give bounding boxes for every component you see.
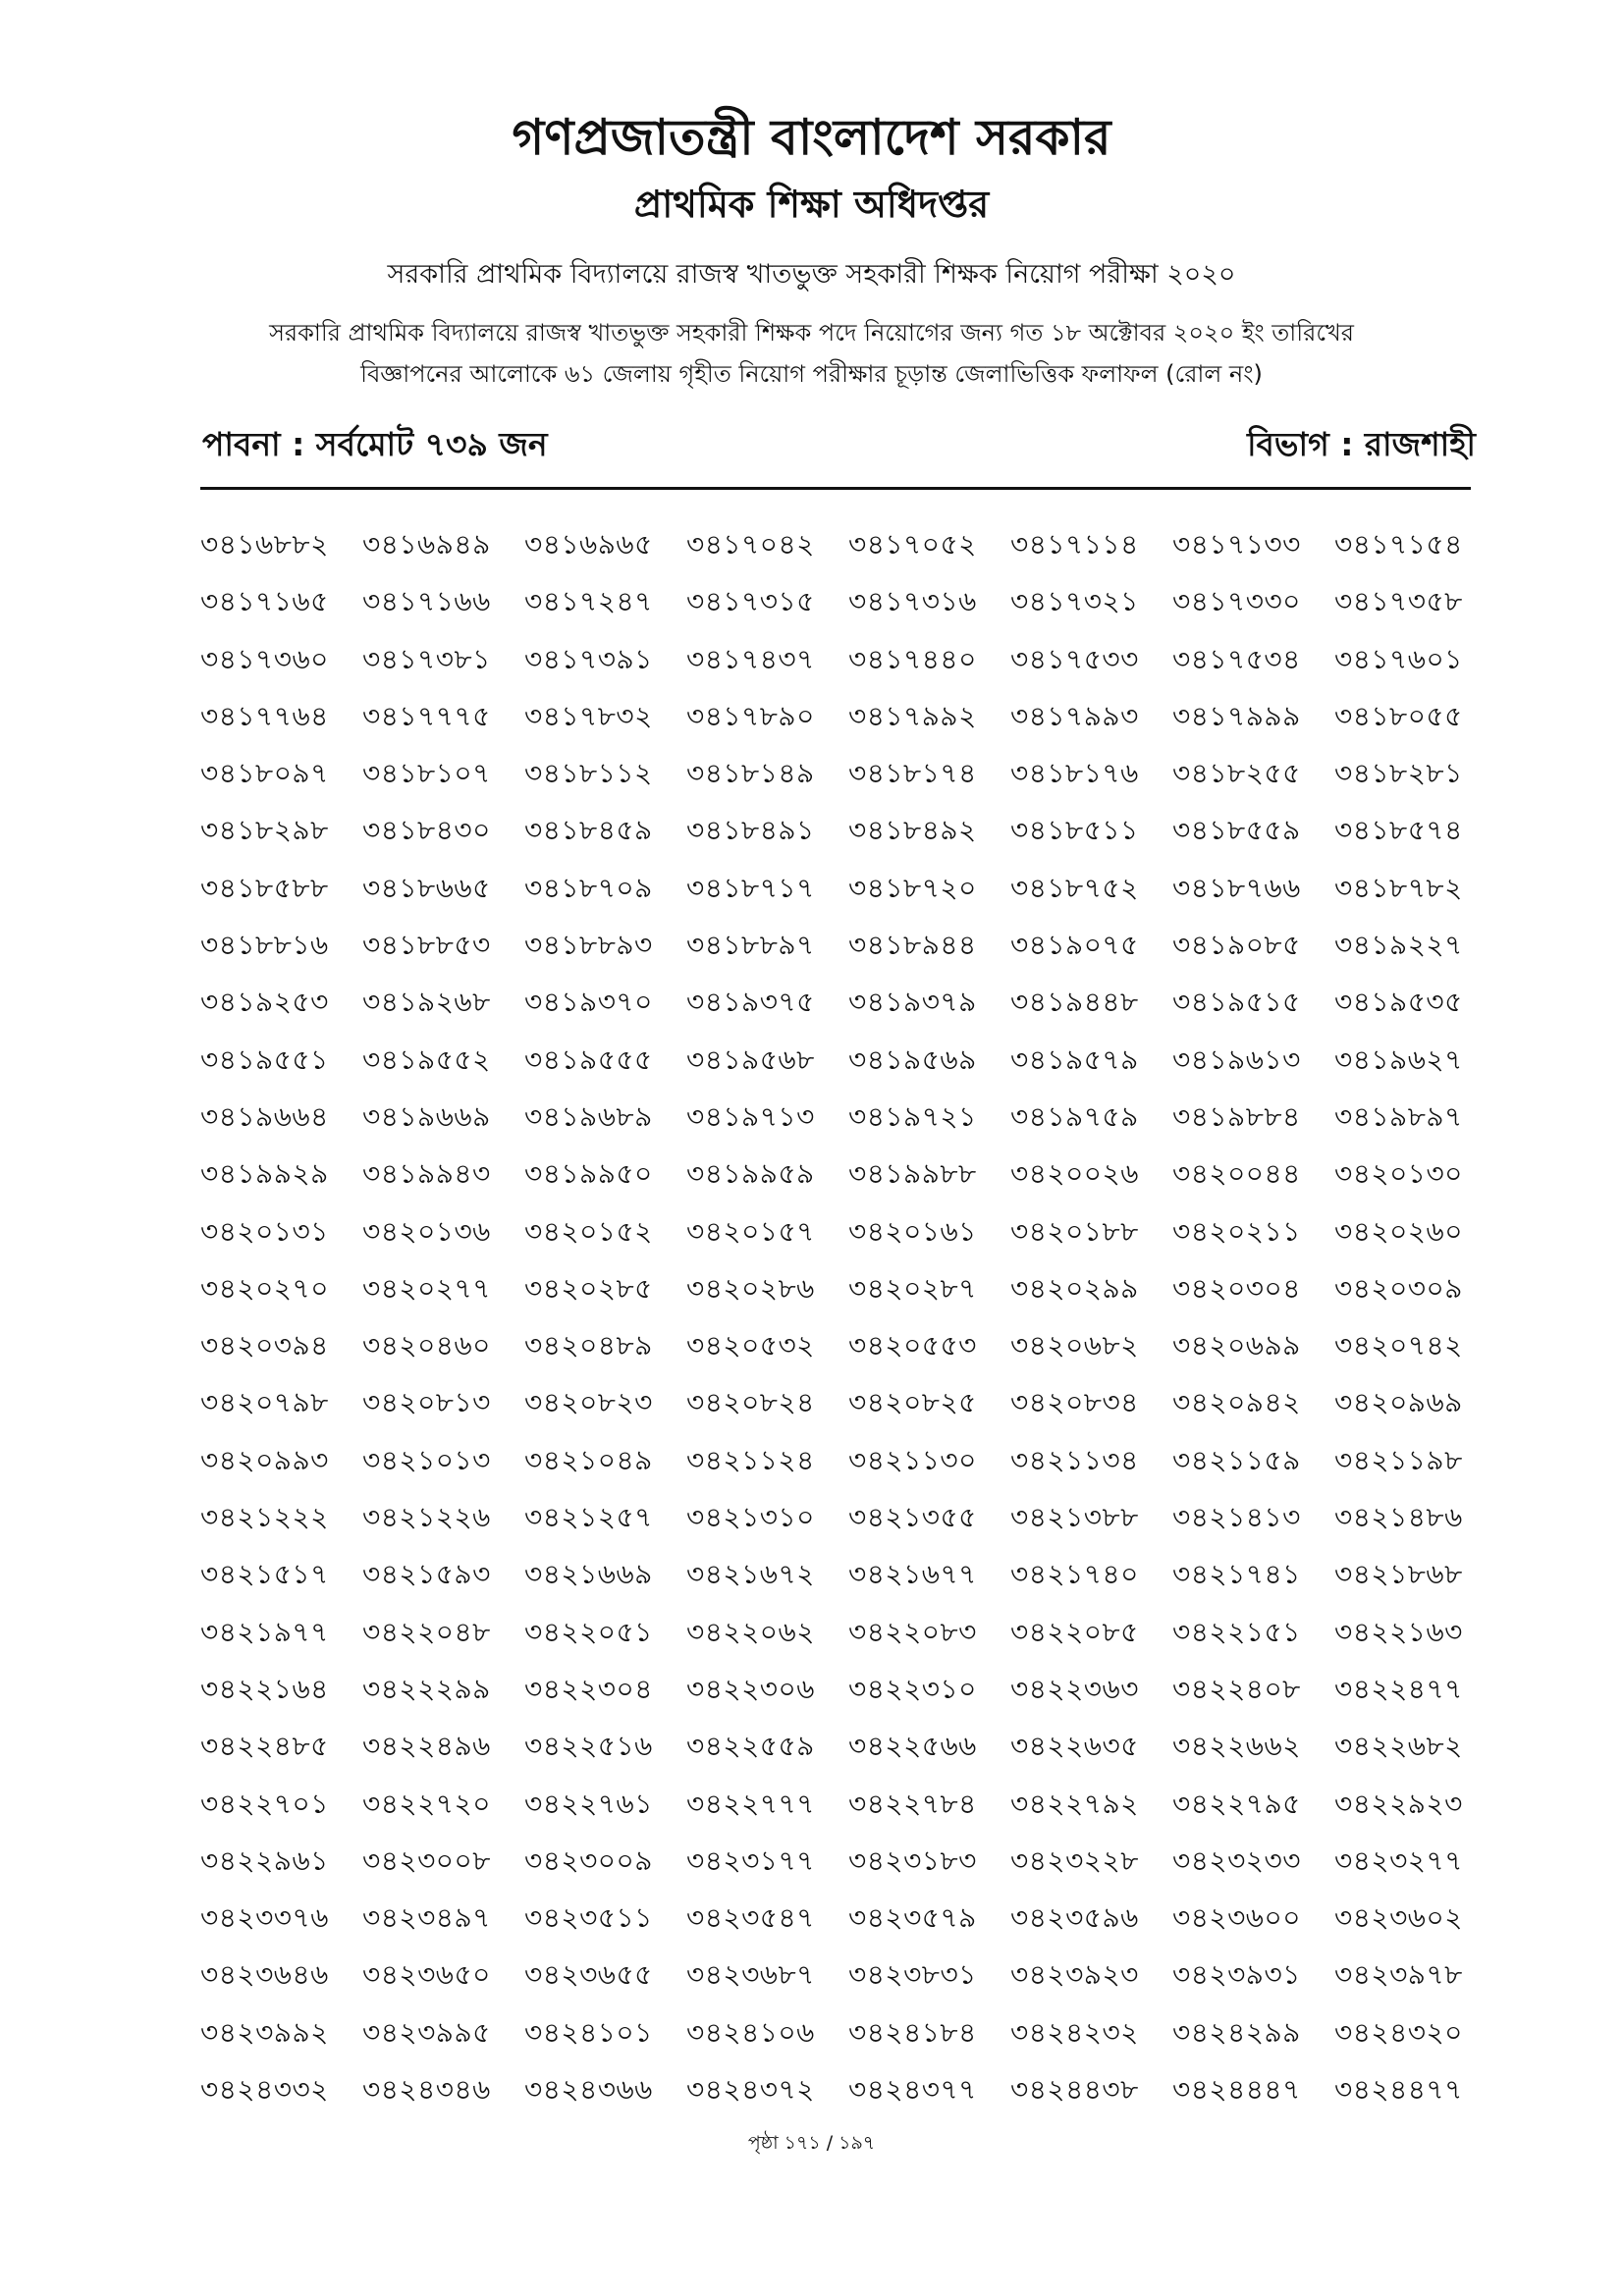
roll-number: ৩৪১৮১৭৪ (848, 757, 977, 790)
roll-number: ৩৪২০৩০৯ (1334, 1271, 1463, 1305)
roll-number: ৩৪১৭৩১৫ (686, 585, 815, 618)
roll-number: ৩৪২৩১৮৩ (848, 1843, 977, 1877)
roll-number: ৩৪২২৩০৬ (686, 1672, 815, 1705)
roll-number: ৩৪১৯৯৫৯ (686, 1157, 815, 1191)
roll-number: ৩৪২০২৮৫ (524, 1271, 653, 1305)
roll-number: ৩৪১৮১১২ (524, 757, 653, 790)
roll-number: ৩৪১৯৭৫৯ (1010, 1099, 1139, 1133)
roll-number: ৩৪২২৭৮৪ (848, 1787, 977, 1820)
roll-number: ৩৪২০৪৬০ (362, 1329, 491, 1362)
roll-number: ৩৪১৯৯২৯ (200, 1157, 329, 1191)
roll-number: ৩৪১৮৭০৯ (524, 871, 653, 904)
roll-number: ৩৪২৩৯৩১ (1172, 1958, 1301, 1992)
roll-number: ৩৪২৩০০৮ (362, 1843, 491, 1877)
roll-number: ৩৪২৩৬৮৭ (686, 1958, 815, 1992)
roll-number: ৩৪২৩৬৫৫ (524, 1958, 653, 1992)
roll-number: ৩৪১৭৩৮১ (362, 642, 491, 675)
roll-number: ৩৪১৮৪৯১ (686, 814, 815, 847)
roll-number: ৩৪২০০৪৪ (1172, 1157, 1301, 1191)
roll-number: ৩৪২০২১১ (1172, 1214, 1301, 1248)
roll-number: ৩৪২১১৩৪ (1010, 1443, 1139, 1476)
roll-number: ৩৪২১১৯৮ (1334, 1443, 1463, 1476)
roll-number: ৩৪২১৭৪১ (1172, 1558, 1301, 1591)
roll-number: ৩৪২২১৬৩ (1334, 1615, 1463, 1648)
roll-number: ৩৪২১৬৭২ (686, 1558, 815, 1591)
roll-number: ৩৪২২৭৬১ (524, 1787, 653, 1820)
roll-number: ৩৪১৮৭৫২ (1010, 871, 1139, 904)
roll-number: ৩৪১৬৯৪৯ (362, 528, 491, 561)
roll-number: ৩৪২৩৮৩১ (848, 1958, 977, 1992)
roll-number: ৩৪২১২২৬ (362, 1501, 491, 1534)
district-total: পাবনা : সর্বমোট ৭৩৯ জন (202, 425, 548, 463)
roll-number: ৩৪২৩২২৮ (1010, 1843, 1139, 1877)
roll-number: ৩৪২০৯৪২ (1172, 1386, 1301, 1419)
roll-number: ৩৪১৯৬৬৯ (362, 1099, 491, 1133)
roll-number: ৩৪২২৭৯২ (1010, 1787, 1139, 1820)
roll-number: ৩৪১৯২২৭ (1334, 929, 1463, 962)
roll-number: ৩৪১৯২৫৩ (200, 986, 329, 1019)
roll-number: ৩৪২২৩৬৩ (1010, 1672, 1139, 1705)
roll-number: ৩৪১৯৯৫০ (524, 1157, 653, 1191)
notice-line-1: সরকারি প্রাথমিক বিদ্যালয়ে রাজস্ব খাতভুক্ত সহকারী শিক্ষক পদে নিয়োগের জন্য গত ১৮ অক্টোবর ২০২০ ইং তারিখের (269, 319, 1354, 347)
roll-number: ৩৪২২৫৬৬ (848, 1730, 977, 1763)
roll-number: ৩৪২৪৪৪৭ (1172, 2073, 1301, 2107)
roll-number: ৩৪২০২৭৭ (362, 1271, 491, 1305)
roll-number: ৩৪১৮৮৯৭ (686, 929, 815, 962)
roll-number: ৩৪২৩৪৯৭ (362, 1901, 491, 1935)
roll-number: ৩৪১৭৭৭৫ (362, 699, 491, 732)
roll-number: ৩৪২৩১৭৭ (686, 1843, 815, 1877)
roll-number: ৩৪১৯০৭৫ (1010, 929, 1139, 962)
roll-number: ৩৪১৮০৯৭ (200, 757, 329, 790)
roll-number: ৩৪২০৩৯৪ (200, 1329, 329, 1362)
notice-line-2: বিজ্ঞাপনের আলোকে ৬১ জেলায় গৃহীত নিয়োগ পরীক্ষার চূড়ান্ত জেলাভিত্তিক ফলাফল (রোল নং) (360, 360, 1263, 388)
roll-number: ৩৪২১২২২ (200, 1501, 329, 1534)
roll-number: ৩৪২০২৬০ (1334, 1214, 1463, 1248)
roll-number: ৩৪১৯৫১৫ (1172, 986, 1301, 1019)
roll-number: ৩৪১৯২৬৮ (362, 986, 491, 1019)
roll-number: ৩৪২২৬৬২ (1172, 1730, 1301, 1763)
roll-number: ৩৪২১৭৪০ (1010, 1558, 1139, 1591)
roll-number: ৩৪২২০৫১ (524, 1615, 653, 1648)
roll-number: ৩৪১৯৯৮৮ (848, 1157, 977, 1191)
roll-number: ৩৪২৪২৩২ (1010, 2015, 1139, 2049)
roll-number: ৩৪২২৪৯৬ (362, 1730, 491, 1763)
roll-number: ৩৪২০৮২৫ (848, 1386, 977, 1419)
roll-number: ৩৪২২০৪৮ (362, 1615, 491, 1648)
roll-number: ৩৪১৭৯৯৯ (1172, 699, 1301, 732)
roll-number: ৩৪১৯৮৮৪ (1172, 1099, 1301, 1133)
roll-number: ৩৪২১৩৮৮ (1010, 1501, 1139, 1534)
roll-number: ৩৪১৬৯৬৫ (524, 528, 653, 561)
roll-number: ৩৪২০৩০৪ (1172, 1271, 1301, 1305)
roll-number: ৩৪১৮৮৫৩ (362, 929, 491, 962)
roll-number: ৩৪১৮১০৭ (362, 757, 491, 790)
roll-number: ৩৪২১০১৩ (362, 1443, 491, 1476)
roll-number: ৩৪২২২৯৯ (362, 1672, 491, 1705)
roll-number: ৩৪২৩৯২৩ (1010, 1958, 1139, 1992)
roll-number: ৩৪২৪১০৬ (686, 2015, 815, 2049)
roll-number: ৩৪১৮৫১১ (1010, 814, 1139, 847)
roll-number: ৩৪১৮৯৪৪ (848, 929, 977, 962)
roll-number: ৩৪১৯৮৯৭ (1334, 1099, 1463, 1133)
roll-number: ৩৪২০৭৪২ (1334, 1329, 1463, 1362)
roll-number: ৩৪২১৬৭৭ (848, 1558, 977, 1591)
roll-number: ৩৪২০২৭০ (200, 1271, 329, 1305)
roll-number: ৩৪২২৪০৮ (1172, 1672, 1301, 1705)
roll-number: ৩৪১৯৫৩৫ (1334, 986, 1463, 1019)
roll-number: ৩৪১৮৪৩০ (362, 814, 491, 847)
roll-number: ৩৪১৭১৫৪ (1334, 528, 1463, 561)
roll-number: ৩৪২০১৮৮ (1010, 1214, 1139, 1248)
roll-number: ৩৪১৯৬২৭ (1334, 1042, 1463, 1076)
roll-number: ৩৪১৮৭১৭ (686, 871, 815, 904)
roll-number: ৩৪২১১৫৯ (1172, 1443, 1301, 1476)
document-title: গণপ্রজাতন্ত্রী বাংলাদেশ সরকার (512, 109, 1111, 166)
roll-number: ৩৪২০৯৬৯ (1334, 1386, 1463, 1419)
roll-number: ৩৪২০৮২৩ (524, 1386, 653, 1419)
roll-number: ৩৪২০৬৮২ (1010, 1329, 1139, 1362)
roll-number: ৩৪১৮২৯৮ (200, 814, 329, 847)
roll-number: ৩৪১৭৬০১ (1334, 642, 1463, 675)
roll-number: ৩৪২৩৫৪৭ (686, 1901, 815, 1935)
roll-number: ৩৪১৮৮১৬ (200, 929, 329, 962)
roll-number: ৩৪১৯৫৬৮ (686, 1042, 815, 1076)
roll-number: ৩৪২০৫৩২ (686, 1329, 815, 1362)
roll-number: ৩৪১৭৫৩৩ (1010, 642, 1139, 675)
roll-number: ৩৪২০৫৫৩ (848, 1329, 977, 1362)
roll-number: ৩৪২২৬৩৫ (1010, 1730, 1139, 1763)
roll-number: ৩৪২৩৩৭৬ (200, 1901, 329, 1935)
roll-number: ৩৪২৪৩৭২ (686, 2073, 815, 2107)
roll-number: ৩৪২৪৩৭৭ (848, 2073, 977, 2107)
roll-number: ৩৪২৪৩৬৬ (524, 2073, 653, 2107)
roll-number: ৩৪২২০৮৩ (848, 1615, 977, 1648)
roll-number: ৩৪২৪৪৭৭ (1334, 2073, 1463, 2107)
roll-number: ৩৪২৩০০৯ (524, 1843, 653, 1877)
roll-number: ৩৪২৩৯৭৮ (1334, 1958, 1463, 1992)
roll-number: ৩৪১৭৮৩২ (524, 699, 653, 732)
roll-number: ৩৪২০৪৮৯ (524, 1329, 653, 1362)
roll-number: ৩৪২৪৪৩৮ (1010, 2073, 1139, 2107)
roll-number: ৩৪১৭৩৯১ (524, 642, 653, 675)
roll-number: ৩৪১৭১৬৬ (362, 585, 491, 618)
roll-number: ৩৪২৩৬০০ (1172, 1901, 1301, 1935)
roll-number: ৩৪১৮২৫৫ (1172, 757, 1301, 790)
roll-number: ৩৪১৮৪৯২ (848, 814, 977, 847)
roll-number: ৩৪২৩৯৯৫ (362, 2015, 491, 2049)
roll-number: ৩৪২৩৯৯২ (200, 2015, 329, 2049)
roll-number: ৩৪২১৩১০ (686, 1501, 815, 1534)
roll-number: ৩৪২২৪৮৫ (200, 1730, 329, 1763)
roll-number: ৩৪১৯৫৫৫ (524, 1042, 653, 1076)
roll-number: ৩৪১৬৮৮২ (200, 528, 329, 561)
roll-number: ৩৪২১৩৫৫ (848, 1501, 977, 1534)
roll-number: ৩৪১৭৭৬৪ (200, 699, 329, 732)
roll-number: ৩৪২১৮৬৮ (1334, 1558, 1463, 1591)
roll-number: ৩৪২০২৯৯ (1010, 1271, 1139, 1305)
roll-number: ৩৪২২৫১৬ (524, 1730, 653, 1763)
roll-number: ৩৪১৯৫৬৯ (848, 1042, 977, 1076)
roll-number: ৩৪১৯৫৫১ (200, 1042, 329, 1076)
roll-number: ৩৪১৯৩৭৫ (686, 986, 815, 1019)
roll-number: ৩৪১৭৫৩৪ (1172, 642, 1301, 675)
roll-number: ৩৪২৩২৭৭ (1334, 1843, 1463, 1877)
roll-number: ৩৪১৭৩৫৮ (1334, 585, 1463, 618)
roll-number: ৩৪২০৮২৪ (686, 1386, 815, 1419)
roll-number: ৩৪২০১৫২ (524, 1214, 653, 1248)
roll-number: ৩৪২২৬৮২ (1334, 1730, 1463, 1763)
roll-number: ৩৪১৯৩৭০ (524, 986, 653, 1019)
roll-number: ৩৪২০৮৩৪ (1010, 1386, 1139, 1419)
roll-number: ৩৪১৮৫৫৯ (1172, 814, 1301, 847)
roll-number: ৩৪১৯৫৭৯ (1010, 1042, 1139, 1076)
division-label: বিভাগ : রাজশাহী (1247, 425, 1476, 463)
result-notice (147, 312, 1476, 395)
roll-number: ৩৪১৭৩২১ (1010, 585, 1139, 618)
roll-number: ৩৪২১২৫৭ (524, 1501, 653, 1534)
roll-number: ৩৪২১১২৪ (686, 1443, 815, 1476)
roll-number: ৩৪২১৪৮৬ (1334, 1501, 1463, 1534)
roll-number: ৩৪২০১৩০ (1334, 1157, 1463, 1191)
roll-number: ৩৪২৩৫১১ (524, 1901, 653, 1935)
roll-number: ৩৪২৪২৯৯ (1172, 2015, 1301, 2049)
roll-number: ৩৪২৪১৮৪ (848, 2015, 977, 2049)
roll-number: ৩৪২৪৩৪৬ (362, 2073, 491, 2107)
roll-number: ৩৪১৮১৪৯ (686, 757, 815, 790)
roll-number: ৩৪১৭৪৩৭ (686, 642, 815, 675)
roll-number: ৩৪১৭৩৩০ (1172, 585, 1301, 618)
roll-number: ৩৪১৭৯৯২ (848, 699, 977, 732)
roll-number: ৩৪২২৪৭৭ (1334, 1672, 1463, 1705)
header-divider (200, 487, 1471, 490)
roll-number: ৩৪১৭৩৬০ (200, 642, 329, 675)
roll-number: ৩৪১৭২৪৭ (524, 585, 653, 618)
roll-number: ৩৪২১৫৯৩ (362, 1558, 491, 1591)
roll-number: ৩৪২২৫৫৯ (686, 1730, 815, 1763)
roll-number: ৩৪২০১৩১ (200, 1214, 329, 1248)
roll-number: ৩৪২০১৩৬ (362, 1214, 491, 1248)
roll-number: ৩৪২২৭২০ (362, 1787, 491, 1820)
roll-number: ৩৪১৯০৮৫ (1172, 929, 1301, 962)
roll-number: ৩৪২৩৬৫০ (362, 1958, 491, 1992)
roll-number: ৩৪২১৯৭৭ (200, 1615, 329, 1648)
roll-number: ৩৪২৪৩৩২ (200, 2073, 329, 2107)
roll-number: ৩৪২৪১০১ (524, 2015, 653, 2049)
roll-number: ৩৪১৯৬৬৪ (200, 1099, 329, 1133)
roll-number: ৩৪২১১৩০ (848, 1443, 977, 1476)
roll-number: ৩৪১৮৫৭৪ (1334, 814, 1463, 847)
roll-number: ৩৪২১০৪৯ (524, 1443, 653, 1476)
roll-number: ৩৪২৩৬০২ (1334, 1901, 1463, 1935)
roll-number: ৩৪১৮৭৮২ (1334, 871, 1463, 904)
roll-number: ৩৪১৭১১৪ (1010, 528, 1139, 561)
roll-number: ৩৪২৩২৩৩ (1172, 1843, 1301, 1877)
roll-number: ৩৪২২০৬২ (686, 1615, 815, 1648)
roll-number: ৩৪২০০২৬ (1010, 1157, 1139, 1191)
department-name: প্রাথমিক শিক্ষা অধিদপ্তর (633, 183, 990, 226)
roll-number: ৩৪১৯৭১৩ (686, 1099, 815, 1133)
roll-number: ৩৪১৮৭২০ (848, 871, 977, 904)
roll-number: ৩৪১৭১৬৫ (200, 585, 329, 618)
roll-number: ৩৪১৮৪৫৯ (524, 814, 653, 847)
roll-number: ৩৪১৯৯৪৩ (362, 1157, 491, 1191)
roll-number: ৩৪১৭৯৯৩ (1010, 699, 1139, 732)
roll-number: ৩৪২২৩০৪ (524, 1672, 653, 1705)
roll-number: ৩৪১৭৮৯০ (686, 699, 815, 732)
roll-number: ৩৪২১৪১৩ (1172, 1501, 1301, 1534)
roll-number: ৩৪২২১৫১ (1172, 1615, 1301, 1648)
roll-number: ৩৪১৭১৩৩ (1172, 528, 1301, 561)
roll-number: ৩৪১৮২৮১ (1334, 757, 1463, 790)
roll-number: ৩৪২২৯৬১ (200, 1843, 329, 1877)
roll-number: ৩৪২৩৬৪৬ (200, 1958, 329, 1992)
roll-number: ৩৪১৯৬১৩ (1172, 1042, 1301, 1076)
roll-number: ৩৪২০২৮৬ (686, 1271, 815, 1305)
roll-number: ৩৪২২১৬৪ (200, 1672, 329, 1705)
roll-number: ৩৪২০২৮৭ (848, 1271, 977, 1305)
roll-number: ৩৪১৯৬৮৯ (524, 1099, 653, 1133)
roll-number: ৩৪১৭০৫২ (848, 528, 977, 561)
roll-number: ৩৪২০১৬১ (848, 1214, 977, 1248)
roll-number: ৩৪২১৫১৭ (200, 1558, 329, 1591)
roll-number: ৩৪২০৯৯৩ (200, 1443, 329, 1476)
roll-number: ৩৪২৪৩২০ (1334, 2015, 1463, 2049)
roll-number: ৩৪২২০৮৫ (1010, 1615, 1139, 1648)
roll-number-grid (200, 525, 1477, 2127)
roll-number: ৩৪১৮৭৬৬ (1172, 871, 1301, 904)
roll-number: ৩৪১৯৩৭৯ (848, 986, 977, 1019)
roll-number: ৩৪২৩৫৭৯ (848, 1901, 977, 1935)
roll-number: ৩৪২০১৫৭ (686, 1214, 815, 1248)
roll-number: ৩৪১৭৩১৬ (848, 585, 977, 618)
roll-number: ৩৪২১৬৬৯ (524, 1558, 653, 1591)
exam-name: সরকারি প্রাথমিক বিদ্যালয়ে রাজস্ব খাতভুক্ত সহকারী শিক্ষক নিয়োগ পরীক্ষা ২০২০ (387, 259, 1236, 290)
roll-number: ৩৪১৭০৪২ (686, 528, 815, 561)
roll-number: ৩৪২০৬৯৯ (1172, 1329, 1301, 1362)
roll-number: ৩৪২২৯২৩ (1334, 1787, 1463, 1820)
roll-number: ৩৪২৩৫৯৬ (1010, 1901, 1139, 1935)
roll-number: ৩৪১৮০৫৫ (1334, 699, 1463, 732)
roll-number: ৩৪২০৭৯৮ (200, 1386, 329, 1419)
roll-number: ৩৪১৯৫৫২ (362, 1042, 491, 1076)
roll-number: ৩৪১৯৭২১ (848, 1099, 977, 1133)
roll-number: ৩৪২২৭৭৭ (686, 1787, 815, 1820)
roll-number: ৩৪১৭৪৪০ (848, 642, 977, 675)
roll-number: ৩৪২২৭০১ (200, 1787, 329, 1820)
roll-number: ৩৪২০৮১৩ (362, 1386, 491, 1419)
roll-number: ৩৪১৮৮৯৩ (524, 929, 653, 962)
roll-number: ৩৪২২৩১০ (848, 1672, 977, 1705)
roll-number: ৩৪১৮৫৮৮ (200, 871, 329, 904)
page-number: পৃষ্ঠা ১৭১ / ১৯৭ (747, 2132, 876, 2154)
roll-number: ৩৪২২৭৯৫ (1172, 1787, 1301, 1820)
roll-number: ৩৪১৯৪৪৮ (1010, 986, 1139, 1019)
roll-number: ৩৪১৮৬৬৫ (362, 871, 491, 904)
roll-number: ৩৪১৮১৭৬ (1010, 757, 1139, 790)
